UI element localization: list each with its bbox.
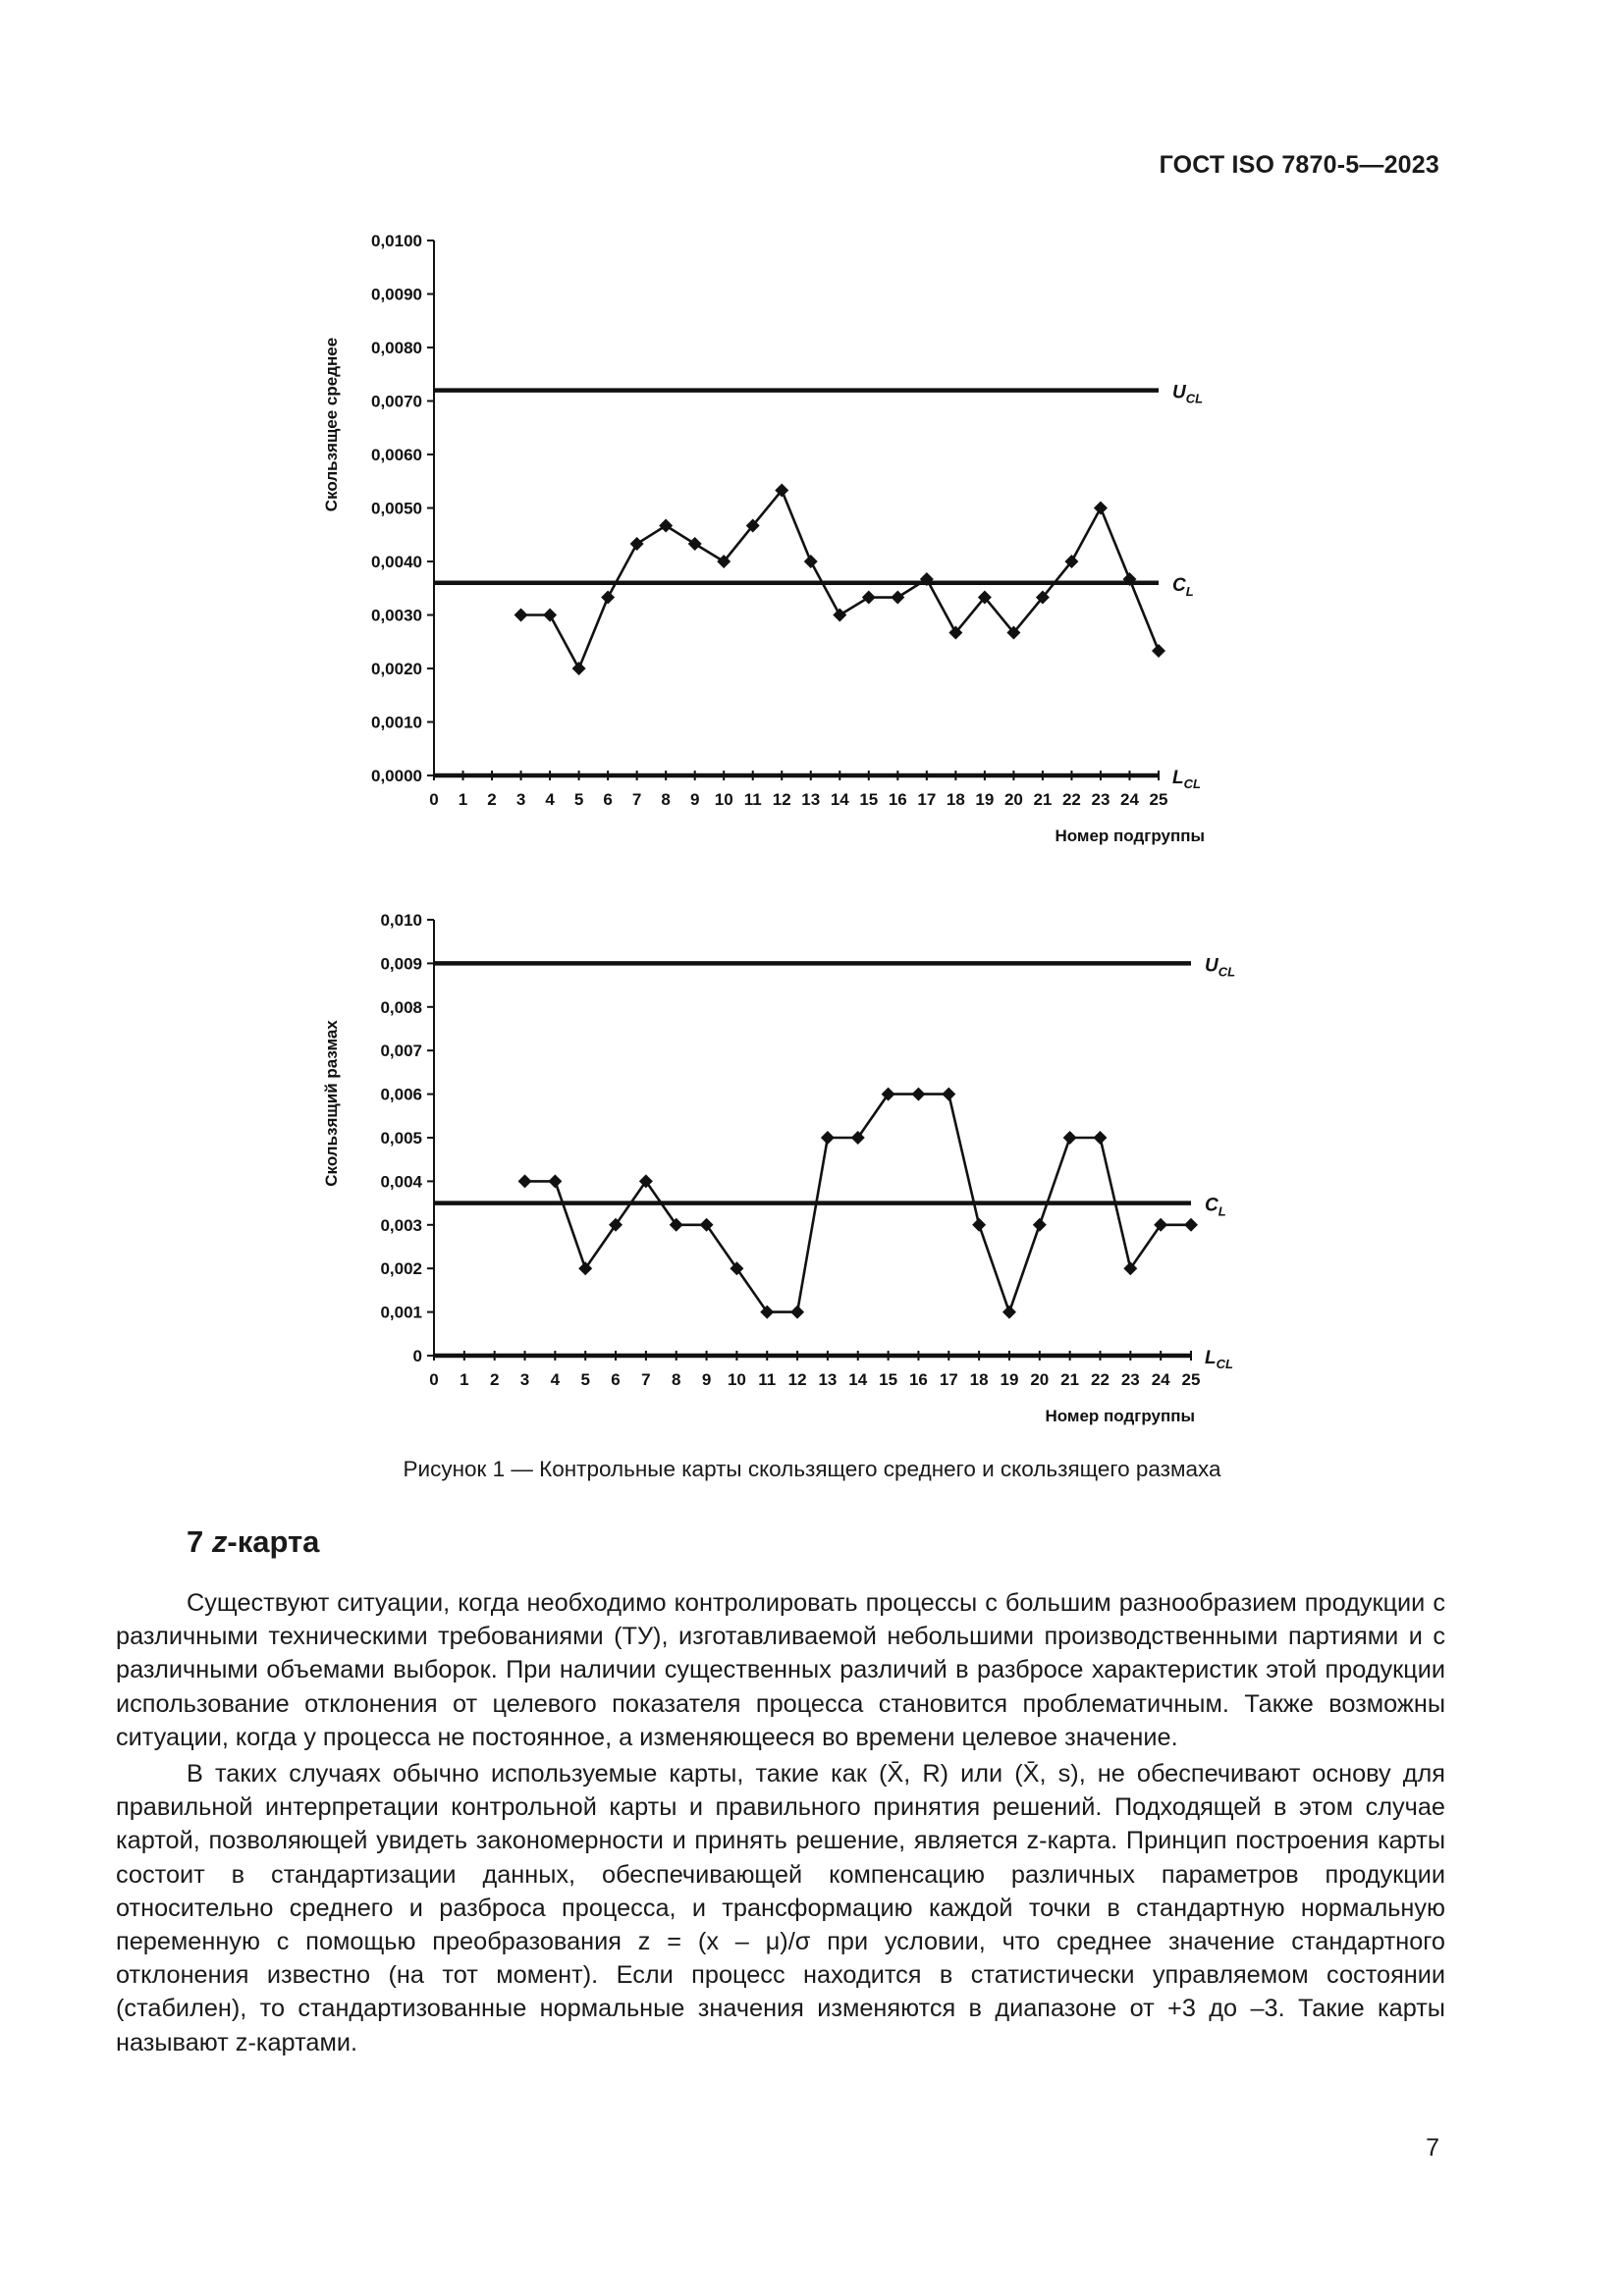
x-tick-label: 22 <box>1091 1370 1110 1389</box>
y-tick-label: 0,008 <box>380 997 422 1017</box>
cl-label: $C_L$ <box>1205 1195 1226 1219</box>
x-tick-label: 14 <box>848 1370 868 1389</box>
x-tick-label: 8 <box>671 1370 681 1389</box>
x-tick-label: 16 <box>908 1370 928 1389</box>
y-axis-label: Скользящее среднее <box>322 337 341 512</box>
y-tick-label: 0,009 <box>380 954 422 974</box>
x-tick-label: 3 <box>515 790 526 809</box>
y-tick-label: 0,0030 <box>371 606 422 625</box>
x-tick-label: 25 <box>1149 790 1168 809</box>
y-tick-label: 0,0020 <box>371 660 422 678</box>
x-tick-label: 18 <box>946 790 965 809</box>
x-tick-label: 11 <box>743 790 762 809</box>
data-point <box>862 591 876 605</box>
x-tick-label: 19 <box>975 790 995 809</box>
x-tick-label: 2 <box>489 1370 500 1389</box>
x-tick-label: 13 <box>818 1370 838 1389</box>
x-tick-label: 16 <box>888 790 907 809</box>
x-tick-label: 2 <box>487 790 497 809</box>
section-number: 7 <box>187 1524 204 1559</box>
x-tick-label: 7 <box>641 1370 651 1389</box>
data-point <box>514 609 528 622</box>
data-point <box>804 555 818 568</box>
moving-average-chart <box>0 221 1624 869</box>
x-tick-label: 3 <box>519 1370 530 1389</box>
ucl-label: $U_{CL}$ <box>1205 955 1236 980</box>
lcl-label-subscript: CL <box>1183 776 1201 791</box>
data-point <box>688 537 702 551</box>
cl-label-subscript: L <box>1218 1203 1226 1219</box>
ucl-label-subscript: CL <box>1218 964 1236 980</box>
x-tick-label: 20 <box>1003 790 1023 809</box>
x-tick-label: 4 <box>550 1370 561 1389</box>
paragraph: Существуют ситуации, когда необходимо контролировать процессы с большим разнообразием продукции с различными техническими требованиями (ТУ), изготавливаемой небольшими производственными партиями и с различными объемами выборок. При наличии существенных различий в разбросе характеристик этой продукции использование отклонения от целевого показателя процесса становится проблематичным. Также возможны ситуации, когда у процесса не постоянное, а изменяющееся во времени целевое значение. <box>116 1589 1445 1751</box>
y-tick-label: 0,007 <box>380 1041 422 1061</box>
x-tick-label: 15 <box>859 790 879 809</box>
data-point <box>1094 502 1108 515</box>
cl-label-subscript: L <box>1185 583 1194 599</box>
x-axis-label: Номер подгруппы <box>1055 827 1205 845</box>
y-tick-label: 0,010 <box>380 911 422 930</box>
y-tick-label: 0,0070 <box>371 392 422 411</box>
data-point <box>1063 1131 1077 1145</box>
data-point <box>1002 1306 1016 1319</box>
y-tick-label: 0,0000 <box>371 767 422 785</box>
page-number: 7 <box>1426 2134 1439 2162</box>
y-tick-label: 0,001 <box>380 1303 422 1322</box>
series-line <box>521 491 1159 668</box>
data-point <box>659 518 673 532</box>
document-header: ГОСТ ISO 7870-5—2023 <box>1159 151 1439 179</box>
data-point <box>601 591 615 605</box>
x-tick-label: 10 <box>714 790 733 809</box>
x-tick-label: 1 <box>460 1370 469 1389</box>
x-tick-label: 17 <box>917 790 937 809</box>
x-tick-label: 9 <box>701 1370 712 1389</box>
data-point <box>891 591 904 605</box>
data-point <box>790 1306 804 1319</box>
data-point <box>1033 1218 1047 1232</box>
x-tick-label: 12 <box>787 1370 807 1389</box>
lcl-label: $L_{CL}$ <box>1205 1348 1233 1371</box>
data-point <box>543 609 557 622</box>
data-point <box>1093 1131 1107 1145</box>
x-tick-label: 13 <box>801 790 821 809</box>
data-point <box>833 609 846 622</box>
x-tick-label: 24 <box>1120 790 1139 809</box>
moving-range-chart <box>0 898 1624 1448</box>
data-point <box>1184 1218 1198 1232</box>
x-tick-label: 0 <box>429 1370 439 1389</box>
x-tick-label: 10 <box>727 1370 746 1389</box>
ucl-label-subscript: CL <box>1185 391 1204 406</box>
section-title <box>187 1524 319 1560</box>
y-tick-label: 0,005 <box>380 1129 422 1148</box>
x-tick-label: 7 <box>631 790 642 809</box>
x-tick-label: 17 <box>939 1370 958 1389</box>
y-tick-label: 0,0060 <box>371 446 422 464</box>
figure-caption: Рисунок 1 — Контрольные карты скользящего среднего и скользящего размаха <box>403 1457 1221 1481</box>
x-tick-label: 23 <box>1091 790 1110 809</box>
data-point <box>972 1218 986 1232</box>
section-title-rest: -карта <box>227 1524 320 1559</box>
y-tick-label: 0,0080 <box>371 339 422 357</box>
data-point <box>1152 644 1165 658</box>
data-point <box>630 537 644 551</box>
y-tick-label: 0,002 <box>380 1259 422 1279</box>
x-tick-label: 22 <box>1061 790 1081 809</box>
x-tick-label: 24 <box>1151 1370 1170 1389</box>
y-tick-label: 0,0100 <box>371 232 422 250</box>
x-tick-label: 6 <box>603 790 613 809</box>
x-axis-label: Номер подгруппы <box>1045 1407 1195 1425</box>
data-point <box>518 1174 532 1188</box>
ucl-label: $U_{CL}$ <box>1172 382 1204 406</box>
data-point <box>911 1088 925 1101</box>
x-tick-label: 8 <box>661 790 671 809</box>
y-axis-label: Скользящий размах <box>322 1020 341 1187</box>
lcl-label-subscript: CL <box>1216 1357 1233 1371</box>
y-tick-label: 0,003 <box>380 1215 422 1235</box>
y-tick-label: 0,0090 <box>371 285 422 304</box>
cl-label: $C_L$ <box>1172 574 1194 599</box>
y-tick-label: 0,0040 <box>371 553 422 571</box>
y-tick-label: 0,004 <box>380 1172 422 1192</box>
body-text <box>116 1586 1445 2062</box>
x-tick-label: 11 <box>758 1370 777 1389</box>
x-tick-label: 19 <box>1000 1370 1019 1389</box>
x-tick-label: 1 <box>458 790 468 809</box>
x-tick-label: 12 <box>772 790 791 809</box>
x-tick-label: 21 <box>1060 1370 1080 1389</box>
paragraph: В таких случаях обычно используемые карты, такие как (X̄, R) или (X̄, s), не обеспечивают основу для правильной интерпретации контрольной карты и правильного принятия решений. Подходящей в этом случае картой, позволяющей увидеть закономерности и принять решение, является z-карта. Принцип построения карты состоит в стандартизации данных, обеспечивающей компенсацию различных параметров продукции относительно среднего и разброса процесса, и трансформацию каждой точки в стандартную нормальную переменную с помощью преобразования z = (x – μ)/σ при условии, что среднее значение стандартного отклонения известно (на тот момент). Если процесс находится в статистически управляемом состоянии (стабилен), то стандартизованные нормальные значения изменяются в диапазоне от +3 до –3. Такие карты называют z-картами. <box>116 1760 1445 2056</box>
x-tick-label: 23 <box>1120 1370 1140 1389</box>
x-tick-label: 20 <box>1030 1370 1050 1389</box>
lcl-label: $L_{CL}$ <box>1172 768 1201 791</box>
x-tick-label: 21 <box>1033 790 1053 809</box>
x-tick-label: 5 <box>580 1370 590 1389</box>
y-tick-label: 0,0050 <box>371 499 422 518</box>
x-tick-label: 9 <box>689 790 700 809</box>
x-tick-label: 4 <box>545 790 555 809</box>
y-tick-label: 0,006 <box>380 1085 422 1104</box>
x-tick-label: 14 <box>830 790 849 809</box>
y-tick-label: 0 <box>412 1347 422 1365</box>
x-tick-label: 15 <box>879 1370 898 1389</box>
data-point <box>942 1088 955 1101</box>
x-tick-label: 6 <box>611 1370 621 1389</box>
section-title-z: z <box>211 1524 228 1559</box>
data-point <box>548 1174 562 1188</box>
x-tick-label: 0 <box>429 790 439 809</box>
y-tick-label: 0,0010 <box>371 713 422 732</box>
x-tick-label: 18 <box>969 1370 989 1389</box>
data-point <box>821 1131 835 1145</box>
x-tick-label: 5 <box>573 790 584 809</box>
x-tick-label: 25 <box>1181 1370 1201 1389</box>
data-point <box>572 662 586 675</box>
